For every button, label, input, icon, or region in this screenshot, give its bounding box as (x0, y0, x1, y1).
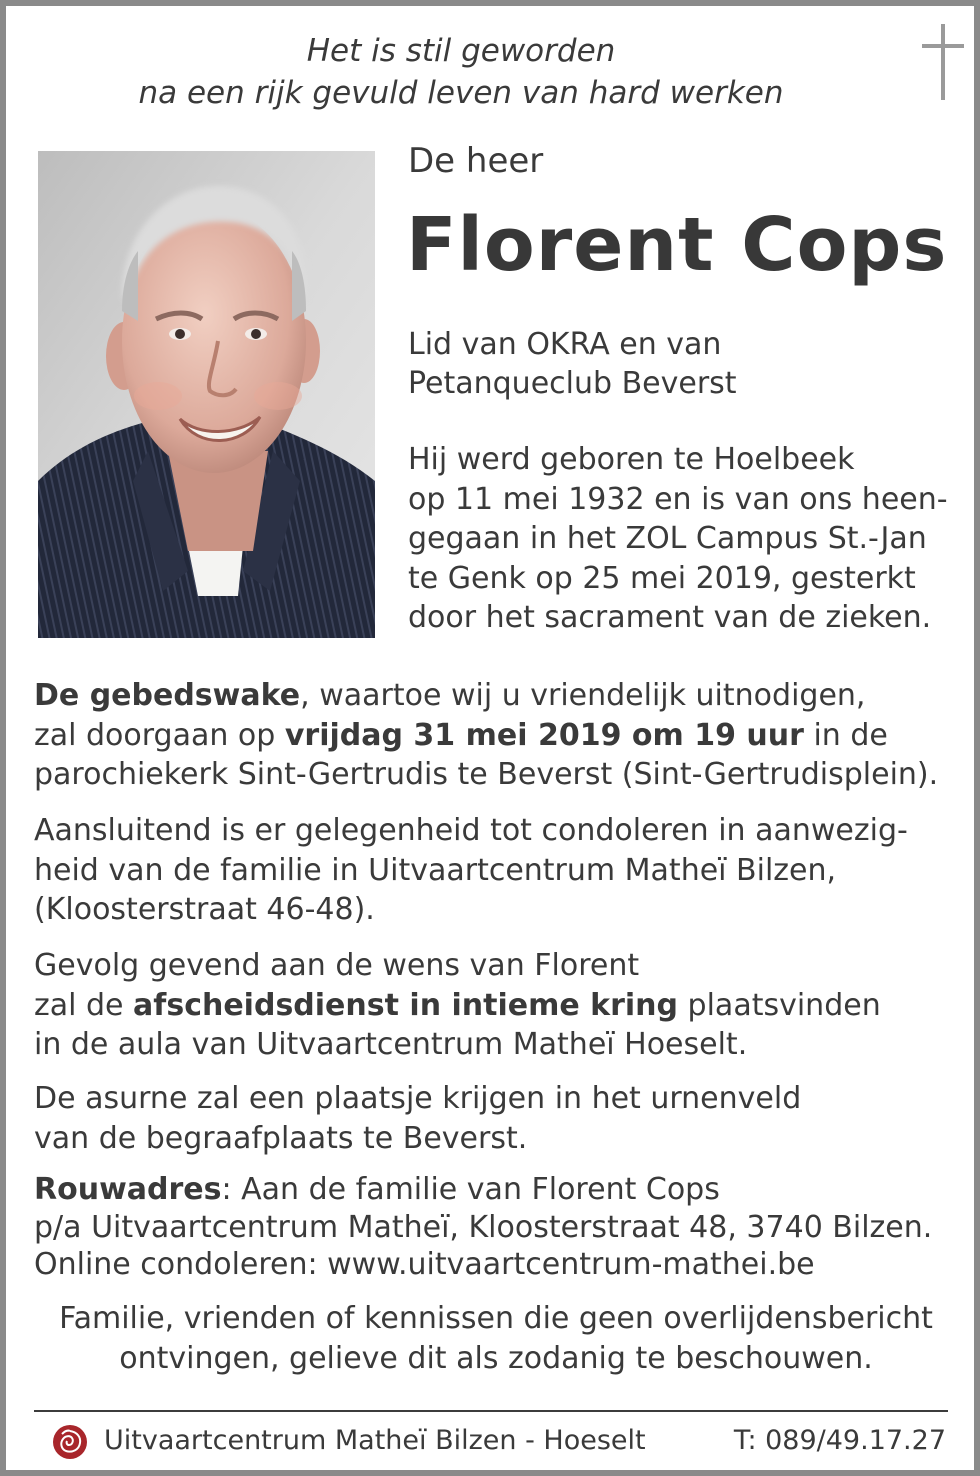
funeral-home-name: Uitvaartcentrum Matheï Bilzen - Hoeselt (104, 1425, 646, 1456)
urn-paragraph (34, 1079, 801, 1158)
wake-label: De gebedswake (34, 678, 301, 713)
membership-line: Petanqueclub Beverst (408, 366, 737, 401)
wake-text: zal doorgaan op (34, 717, 285, 753)
farewell-line: in de aula van Uitvaartcentrum Matheï Hoeselt. (34, 1027, 748, 1062)
biography-text (408, 440, 948, 638)
urn-line: van de begraafplaats te Beverst. (34, 1120, 528, 1156)
closing-note (6, 1299, 980, 1379)
address-label: Rouwadres (34, 1172, 222, 1207)
address-line (34, 1171, 932, 1209)
wake-text: in de (803, 717, 888, 753)
address-line: Online condoleren: www.uitvaartcentrum-mathei.be (34, 1247, 815, 1282)
wake-line (34, 676, 938, 716)
wake-line (34, 716, 938, 756)
condolence-line: heid van de familie in Uitvaartcentrum Matheï Bilzen, (34, 852, 837, 888)
address-paragraph (34, 1171, 932, 1284)
rose-logo-icon (52, 1424, 88, 1460)
urn-line: De asurne zal een plaatsje krijgen in het urnenveld (34, 1081, 802, 1116)
farewell-service: afscheidsdienst in intieme kring (133, 987, 679, 1023)
wake-text: , waartoe wij u vriendelijk uitnodigen, (300, 678, 866, 713)
bio-line: Hij werd geboren te Hoelbeek (408, 442, 855, 477)
farewell-text: zal de (34, 987, 134, 1023)
salutation: De heer (408, 141, 544, 181)
farewell-line (34, 986, 881, 1026)
closing-line: ontvingen, gelieve dit als zodanig te beschouwen. (119, 1341, 873, 1376)
address-text: : Aan de familie van Florent Cops (221, 1172, 720, 1207)
intro-line: Het is stil geworden (306, 33, 616, 69)
membership-line: Lid van OKRA en van (408, 327, 722, 362)
deceased-name: Florent Cops (406, 202, 948, 288)
condolence-line: Aansluitend is er gelegenheid tot condoleren in aanwezig- (34, 813, 908, 848)
bio-line: op 11 mei 1932 en is van ons heen- (408, 481, 948, 517)
phone-number: T: 089/49.17.27 (733, 1425, 946, 1456)
address-line: p/a Uitvaartcentrum Matheï, Kloosterstraat 48, 3740 Bilzen. (34, 1209, 933, 1245)
farewell-paragraph (34, 946, 881, 1065)
wake-datetime: vrijdag 31 mei 2019 om 19 uur (284, 717, 804, 753)
footer (50, 1422, 950, 1462)
wake-line: parochiekerk Sint-Gertrudis te Beverst (Sint-Gertrudisplein). (34, 757, 939, 792)
farewell-line: Gevolg gevend aan de wens van Florent (34, 948, 640, 983)
farewell-text: plaatsvinden (678, 987, 881, 1023)
bio-line: gegaan in het ZOL Campus St.-Jan (408, 521, 927, 556)
condolence-paragraph (34, 811, 908, 930)
intro-text (66, 30, 856, 114)
intro-line: na een rijk gevuld leven van hard werken (138, 75, 784, 111)
condolence-line: (Kloosterstraat 46-48). (34, 892, 375, 927)
footer-divider (34, 1410, 948, 1412)
wake-paragraph (34, 676, 938, 795)
bio-line: te Genk op 25 mei 2019, gesterkt (408, 560, 916, 596)
cross-icon (918, 22, 968, 104)
portrait-photo (38, 151, 375, 638)
bio-line: door het sacrament van de zieken. (408, 600, 932, 635)
membership-text (408, 325, 737, 403)
closing-line: Familie, vrienden of kennissen die geen overlijdensbericht (59, 1301, 933, 1336)
